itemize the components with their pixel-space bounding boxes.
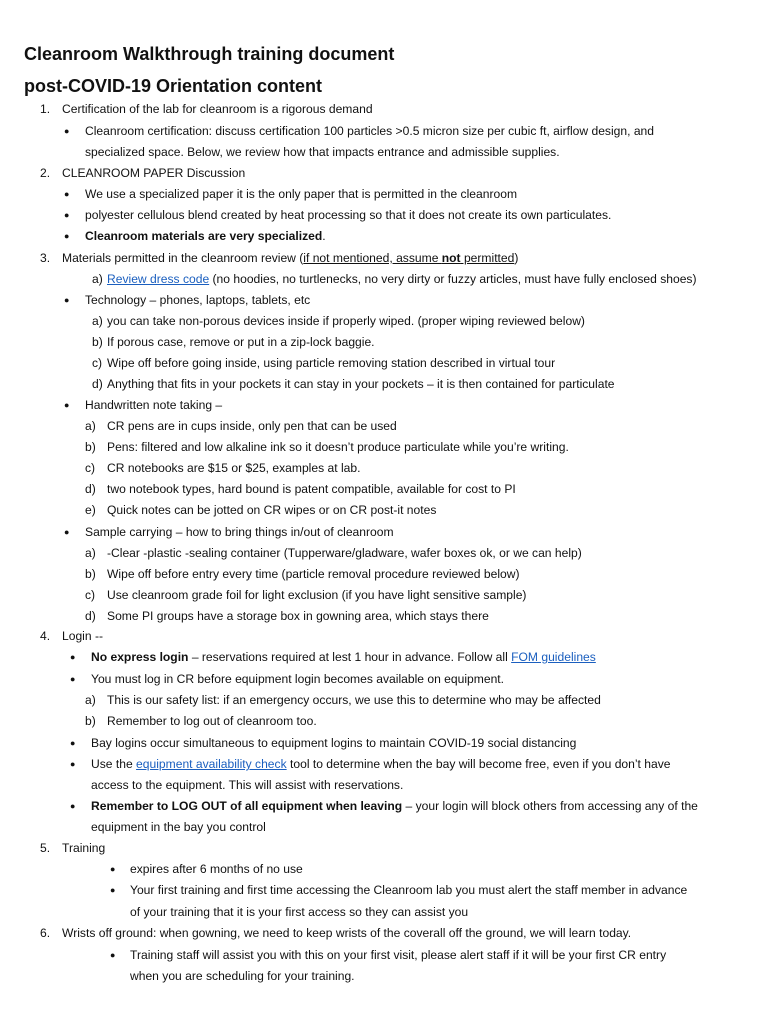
list-label: e): [85, 503, 96, 517]
list-label: a): [85, 693, 96, 707]
note-taking-bullet: Handwritten note taking –: [85, 398, 223, 412]
s5-bullet-2-line-2: of your training that it is your first access so they can assist you: [130, 905, 469, 919]
list-label: a): [85, 546, 96, 560]
bullet-icon: ●: [110, 950, 116, 960]
s3-item-a-label: a): [92, 272, 103, 286]
section-2-heading: CLEANROOM PAPER Discussion: [62, 166, 246, 180]
list-label: b): [85, 440, 96, 454]
list-label: d): [85, 482, 96, 496]
s3-item-a: Review dress code (no hoodies, no turtlenecks, no very dirty or fuzzy articles, must have fully enclosed shoes): [107, 272, 697, 286]
bullet-icon: ●: [70, 801, 76, 811]
list-item: Wipe off before entry every time (particle removal procedure reviewed below): [107, 567, 520, 581]
list-label: c): [85, 588, 96, 602]
list-item: CR notebooks are $15 or $25, examples at lab.: [107, 461, 361, 475]
list-item: Use cleanroom grade foil for light exclusion (if you have light sensitive sample): [107, 588, 527, 602]
s4-bullet-5-line-2: equipment in the bay you control: [91, 820, 266, 834]
list-item: two notebook types, hard bound is patent compatible, available for cost to PI: [107, 482, 516, 496]
bullet-icon: ●: [64, 210, 70, 220]
section-5-number: 5.: [40, 841, 51, 855]
s2-bullet-3: Cleanroom materials are very specialized.: [85, 229, 326, 243]
list-label: a): [92, 314, 103, 328]
section-3-number: 3.: [40, 251, 51, 265]
document-title: Cleanroom Walkthrough training document: [24, 44, 395, 64]
list-item: If porous case, remove or put in a zip-lock baggie.: [107, 335, 375, 349]
s5-bullet-1: expires after 6 months of no use: [130, 862, 303, 876]
bullet-icon: ●: [110, 885, 116, 895]
sample-carrying-bullet: Sample carrying – how to bring things in/out of cleanroom: [85, 525, 394, 539]
section-5-heading: Training: [62, 841, 106, 855]
section-3-heading: Materials permitted in the cleanroom review (if not mentioned, assume not permitted): [62, 251, 519, 265]
s4-bullet-4-line-2: access to the equipment. This will assist with reservations.: [91, 778, 404, 792]
bullet-icon: ●: [70, 738, 76, 748]
bullet-icon: ●: [64, 400, 70, 410]
bullet-icon: ●: [64, 295, 70, 305]
s1-bullet-1-line-2: specialized space. Below, we review how that impacts entrance and admissible supplies.: [85, 145, 560, 159]
dress-code-link[interactable]: Review dress code: [107, 272, 210, 286]
list-item: -Clear -plastic -sealing container (Tupperware/gladware, wafer boxes ok, or we can help): [107, 546, 582, 560]
list-item: Anything that fits in your pockets it can stay in your pockets – it is then contained for particulate: [107, 377, 615, 391]
s6-bullet-1-line-2: when you are scheduling for your training.: [130, 969, 355, 983]
list-label: b): [85, 714, 96, 728]
bullet-icon: ●: [70, 759, 76, 769]
section-4-number: 4.: [40, 629, 51, 643]
section-2-number: 2.: [40, 166, 51, 180]
s5-bullet-2-line-1: Your first training and first time accessing the Cleanroom lab you must alert the staff member in advance: [130, 883, 688, 897]
section-6-heading: Wrists off ground: when gowning, we need to keep wrists of the coverall off the ground, we will learn today.: [62, 926, 632, 940]
s4-bullet-1: No express login – reservations required at lest 1 hour in advance. Follow all FOM guidelines: [91, 650, 596, 664]
bullet-icon: ●: [64, 189, 70, 199]
list-label: d): [85, 609, 96, 623]
s4-bullet-3: Bay logins occur simultaneous to equipment logins to maintain COVID-19 social distancing: [91, 736, 577, 750]
bullet-icon: ●: [110, 864, 116, 874]
fom-guidelines-link[interactable]: FOM guidelines: [511, 650, 596, 664]
equipment-availability-link[interactable]: equipment availability check: [136, 757, 287, 771]
list-item: CR pens are in cups inside, only pen that can be used: [107, 419, 397, 433]
bullet-icon: ●: [64, 231, 70, 241]
document-subtitle: post-COVID-19 Orientation content: [24, 76, 323, 96]
s6-bullet-1-line-1: Training staff will assist you with this on your first visit, please alert staff if it will be your first CR entry: [130, 948, 667, 962]
section-6-number: 6.: [40, 926, 51, 940]
bullet-icon: ●: [70, 652, 76, 662]
list-label: d): [92, 377, 103, 391]
list-item: This is our safety list: if an emergency occurs, we use this to determine who may be affected: [107, 693, 601, 707]
bullet-icon: ●: [70, 674, 76, 684]
list-item: Pens: filtered and low alkaline ink so it doesn’t produce particulate while you’re writing.: [107, 440, 569, 454]
list-item: Remember to log out of cleanroom too.: [107, 714, 317, 728]
list-label: b): [85, 567, 96, 581]
section-1-heading: Certification of the lab for cleanroom is a rigorous demand: [62, 102, 373, 116]
list-label: c): [85, 461, 96, 475]
s4-bullet-4: Use the equipment availability check tool to determine when the bay will become free, even if you don’t have: [91, 757, 671, 771]
list-item: Wipe off before going inside, using particle removing station described in virtual tour: [107, 356, 556, 370]
technology-bullet: Technology – phones, laptops, tablets, etc: [85, 293, 311, 307]
list-label: c): [92, 356, 103, 370]
s4-bullet-2: You must log in CR before equipment login becomes available on equipment.: [91, 672, 505, 686]
s4-bullet-5: Remember to LOG OUT of all equipment when leaving – your login will block others from accessing any of the: [91, 799, 698, 813]
s2-bullet-2: polyester cellulous blend created by heat processing so that it does not create its own particulates.: [85, 208, 612, 222]
s1-bullet-1-line-1: Cleanroom certification: discuss certification 100 particles >0.5 micron size per cubic ft, airflow design, and: [85, 124, 655, 138]
section-1-number: 1.: [40, 102, 51, 116]
list-label: a): [85, 419, 96, 433]
list-item: Some PI groups have a storage box in gowning area, which stays there: [107, 609, 489, 623]
section-4-heading: Login --: [62, 629, 104, 643]
list-item: Quick notes can be jotted on CR wipes or on CR post-it notes: [107, 503, 437, 517]
list-item: you can take non-porous devices inside if properly wiped. (proper wiping reviewed below): [107, 314, 585, 328]
bullet-icon: ●: [64, 126, 70, 136]
bullet-icon: ●: [64, 527, 70, 537]
s2-bullet-1: We use a specialized paper it is the only paper that is permitted in the cleanroom: [85, 187, 518, 201]
list-label: b): [92, 335, 103, 349]
